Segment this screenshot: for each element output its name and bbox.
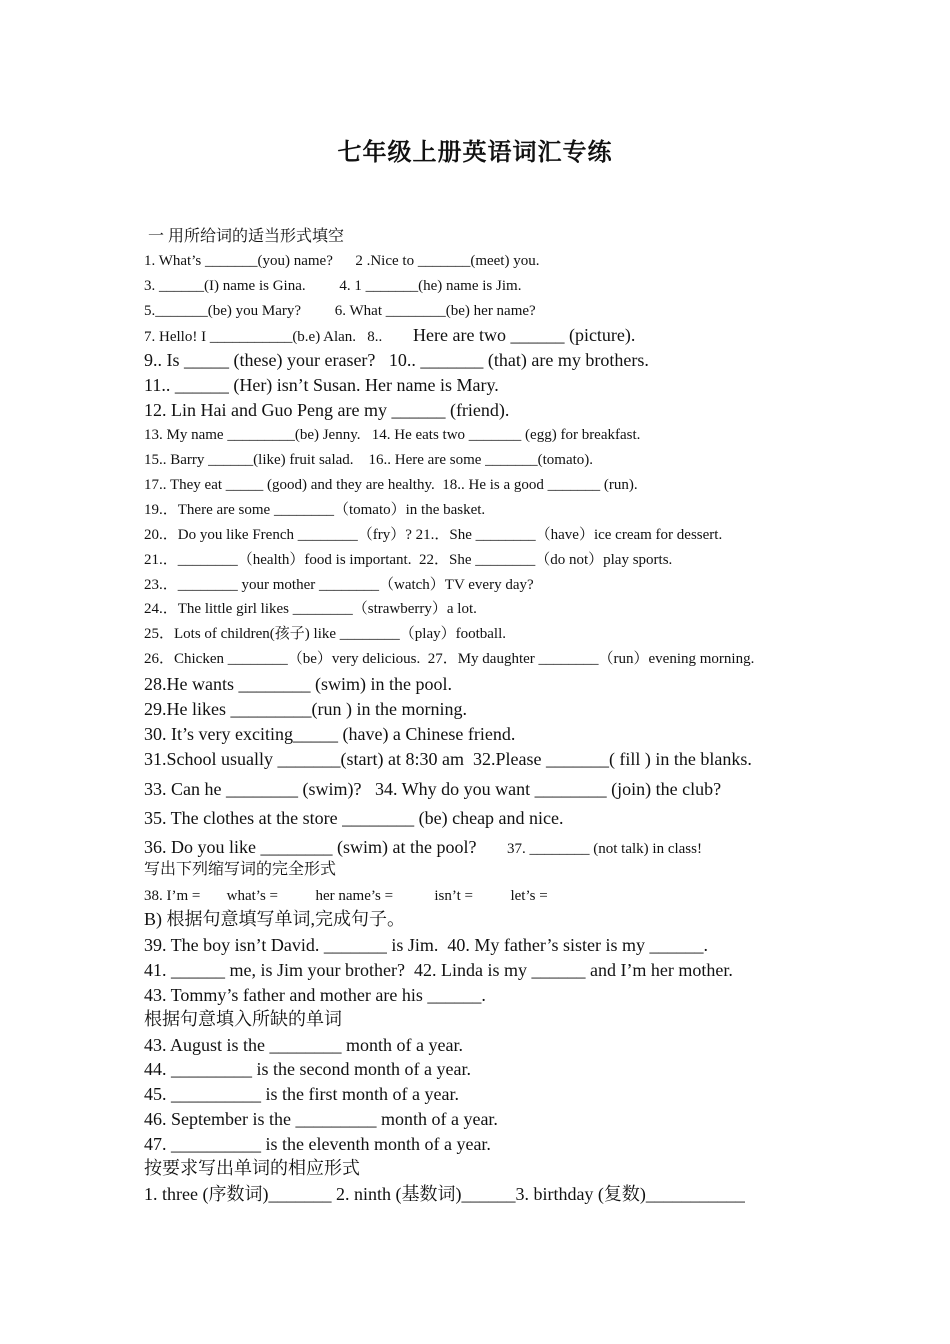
exercise-line: 35. The clothes at the store ________ (be) cheap and nice. [144, 808, 564, 828]
exercise-line: 7. Hello! I ___________(b.e) Alan. 8.. [144, 329, 383, 345]
exercise-line: 1. three (序数词)_______ 2. ninth (基数词)______3. birthday (复数)___________ [144, 1184, 745, 1204]
section-heading: B) 根据句意填写单词,完成句子。 [144, 909, 405, 929]
exercise-line: 38. I’m = what’s = her name’s = isn’t = let’s = [144, 888, 548, 904]
exercise-line: 11.. ______ (Her) isn’t Susan. Her name is Mary. [144, 375, 499, 395]
exercise-line: 46. September is the _________ month of a year. [144, 1109, 498, 1129]
exercise-line: 1. What’s _______(you) name? 2 .Nice to _______(meet) you. [144, 253, 540, 269]
exercise-line: 29.He likes _________(run ) in the morning. [144, 699, 467, 719]
section-heading: 一 用所给词的适当形式填空 [148, 228, 345, 245]
exercise-line: 33. Can he ________ (swim)? 34. Why do you want ________ (join) the club? [144, 779, 722, 799]
exercise-line: 45. __________ is the first month of a year. [144, 1084, 459, 1104]
exercise-line: 19.．There are some ________（tomato）in the basket. [144, 502, 486, 518]
exercise-line: 13. My name _________(be) Jenny. 14. He eats two _______ (egg) for breakfast. [144, 427, 641, 443]
exercise-line: 43. August is the ________ month of a year. [144, 1035, 463, 1055]
exercise-line: 30. It’s very exciting_____ (have) a Chinese friend. [144, 724, 516, 744]
exercise-line: 15.. Barry ______(like) fruit salad. 16.. Here are some _______(tomato). [144, 452, 594, 468]
exercise-line: 28.He wants ________ (swim) in the pool. [144, 674, 452, 694]
exercise-line: 36. Do you like ________ (swim) at the pool? [144, 837, 477, 857]
section-heading: 根据句意填入所缺的单词 [144, 1009, 342, 1029]
exercise-line: 41. ______ me, is Jim your brother? 42. Linda is my ______ and I’m her mother. [144, 960, 733, 980]
section-heading: 写出下列缩写词的完全形式 [144, 861, 337, 878]
exercise-line: Here are two ______ (picture). [413, 325, 636, 345]
exercise-line: 5._______(be) you Mary? 6. What ________(be) her name? [144, 303, 536, 319]
exercise-line: 26．Chicken ________（be）very delicious. 27．My daughter ________（run）evening morning. [144, 651, 755, 667]
exercise-line: 44. _________ is the second month of a year. [144, 1059, 471, 1079]
exercise-line: 25．Lots of children(孩子) like ________（play）football. [144, 626, 507, 642]
section-heading: 按要求写出单词的相应形式 [144, 1158, 360, 1178]
exercise-line: 23.．________ your mother ________（watch）TV every day? [144, 577, 534, 593]
exercise-line: 31.School usually _______(start) at 8:30 am 32.Please _______( fill ) in the blanks. [144, 749, 752, 769]
page-title: 七年级上册英语词汇专练 [337, 140, 613, 166]
exercise-line: 17.. They eat _____ (good) and they are healthy. 18.. He is a good _______ (run). [144, 477, 638, 493]
exercise-line: 20.．Do you like French ________（fry）? 21.．She ________（have）ice cream for dessert. [144, 527, 723, 543]
exercise-line: 24.．The little girl likes ________（strawberry）a lot. [144, 601, 477, 617]
exercise-line: 37. ________ (not talk) in class! [507, 841, 702, 857]
exercise-line: 9.. Is _____ (these) your eraser? 10.. _______ (that) are my brothers. [144, 350, 649, 370]
exercise-line: 3. ______(I) name is Gina. 4. 1 _______(he) name is Jim. [144, 278, 522, 294]
exercise-line: 43. Tommy’s father and mother are his ______. [144, 985, 486, 1005]
exercise-line: 12. Lin Hai and Guo Peng are my ______ (friend). [144, 400, 510, 420]
exercise-line: 47. __________ is the eleventh month of a year. [144, 1134, 491, 1154]
exercise-line: 21.．________（health）food is important. 22．She ________（do not）play sports. [144, 552, 673, 568]
exercise-line: 39. The boy isn’t David. _______ is Jim. 40. My father’s sister is my ______. [144, 935, 708, 955]
